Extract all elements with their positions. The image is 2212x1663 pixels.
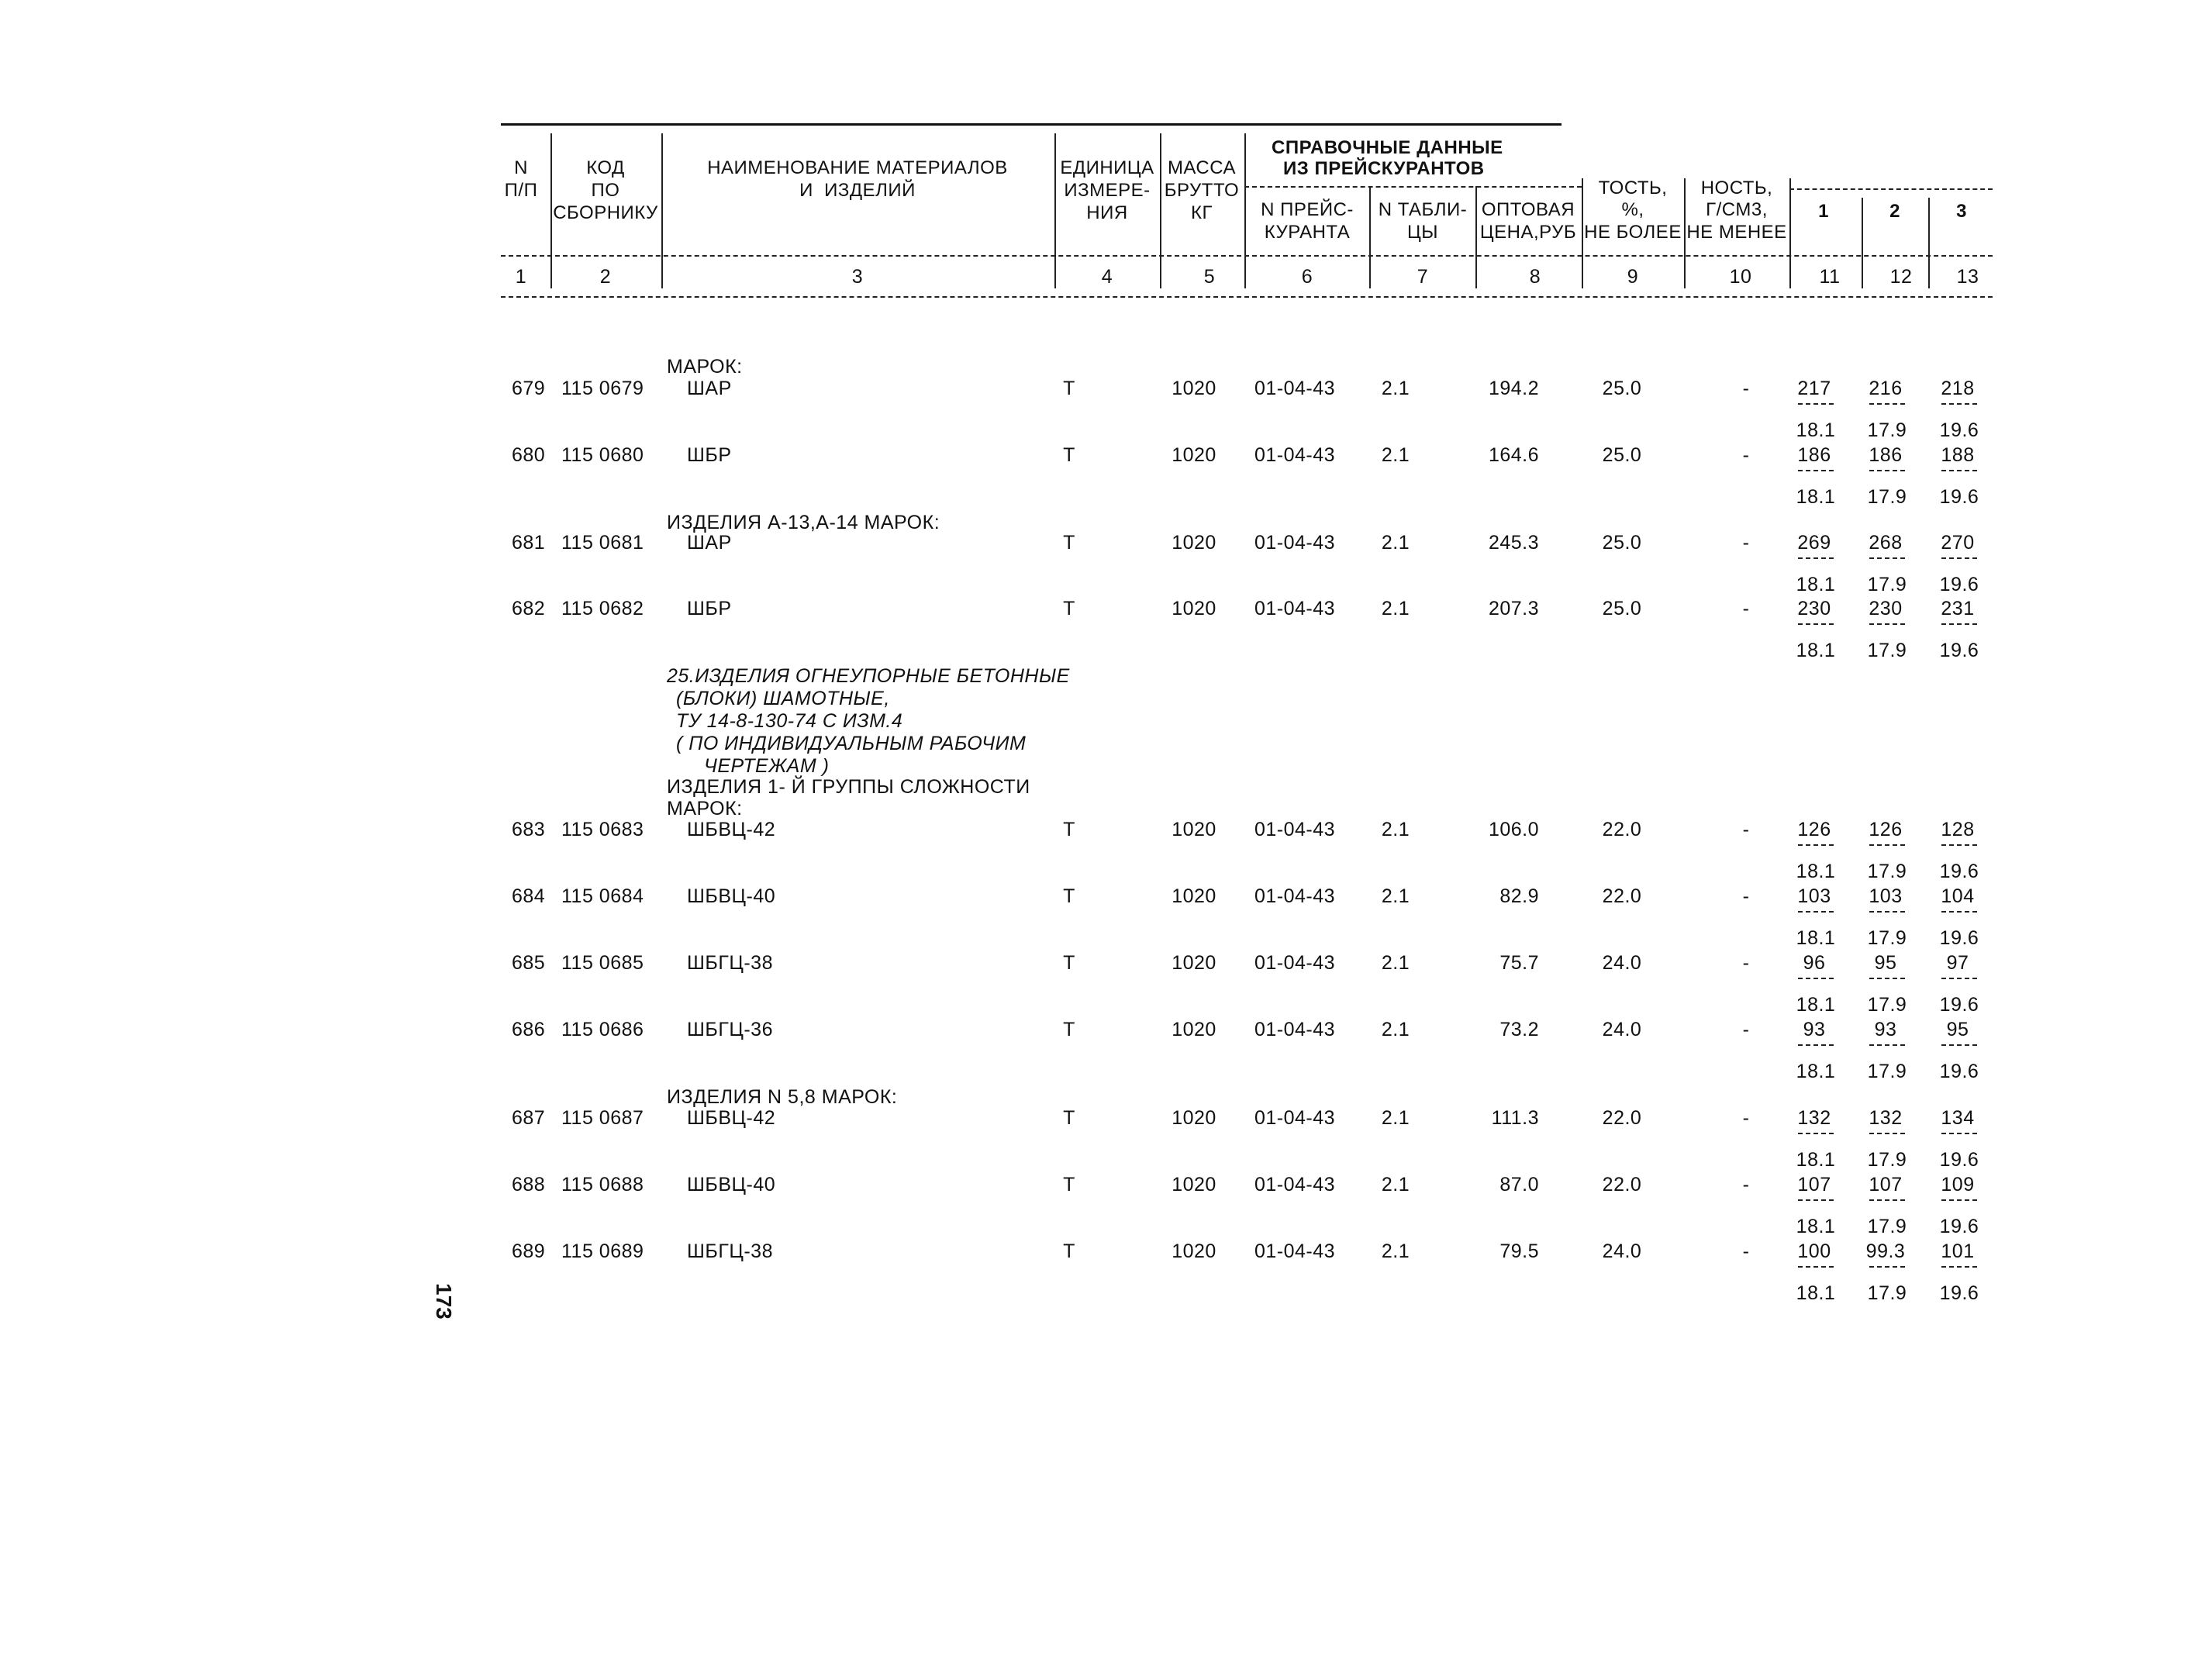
cell-pricelist: 01-04-43 xyxy=(1254,532,1336,554)
cell-code: 115 0679 xyxy=(561,378,644,399)
section-heading: ИЗДЕЛИЯ N 5,8 МАРОК: xyxy=(667,1086,898,1108)
column-number: 8 xyxy=(1529,266,1541,288)
cell-name: ШБГЦ-36 xyxy=(687,1019,773,1040)
cell-d1: 18.1 xyxy=(1796,927,1836,949)
header-col-sep xyxy=(550,133,552,288)
header-col-sep xyxy=(1369,186,1371,288)
cell-price: 73.2 xyxy=(1499,1019,1539,1040)
cell-porosity: 22.0 xyxy=(1602,819,1642,840)
cell-d3: 19.6 xyxy=(1939,574,1979,595)
cell-d2: 17.9 xyxy=(1867,1216,1907,1237)
cell-v2: 186 xyxy=(1869,444,1903,466)
header-col-sep xyxy=(661,133,663,288)
cell-v3: 134 xyxy=(1941,1107,1975,1129)
cell-porosity: 24.0 xyxy=(1602,1240,1642,1262)
cell-d3: 19.6 xyxy=(1939,486,1979,508)
column-number: 3 xyxy=(851,266,864,288)
section-title: 25.ИЗДЕЛИЯ ОГНЕУПОРНЫЕ БЕТОННЫЕ xyxy=(667,665,1070,687)
cell-v1: 230 xyxy=(1797,598,1831,619)
cell-d1: 18.1 xyxy=(1796,1282,1836,1304)
cell-d1: 18.1 xyxy=(1796,419,1836,441)
cell-pricelist: 01-04-43 xyxy=(1254,952,1336,974)
fraction-separator xyxy=(1869,1266,1905,1268)
cell-number: 682 xyxy=(512,598,546,619)
fraction-separator xyxy=(1869,1133,1905,1134)
cell-d3: 19.6 xyxy=(1939,861,1979,882)
cell-code: 115 0686 xyxy=(561,1019,644,1040)
cell-d2: 17.9 xyxy=(1867,927,1907,949)
cell-porosity: 25.0 xyxy=(1602,378,1642,399)
cell-name: ШАР xyxy=(687,378,732,399)
header-col5: МАССА xyxy=(1167,157,1237,178)
cell-v1: 93 xyxy=(1803,1019,1826,1040)
page-number: 173 xyxy=(432,1283,456,1320)
fraction-separator xyxy=(1869,403,1905,405)
header-col7: N ТАБЛИ- xyxy=(1378,199,1468,220)
header-col10: НЕ МЕНЕЕ xyxy=(1686,222,1787,243)
fraction-separator xyxy=(1941,470,1977,471)
cell-price: 194.2 xyxy=(1488,378,1539,399)
section-title: ТУ 14-8-130-74 С ИЗМ.4 xyxy=(676,710,903,732)
cell-name: ШБР xyxy=(687,444,732,466)
cell-code: 115 0683 xyxy=(561,819,644,840)
fraction-separator xyxy=(1941,844,1977,846)
cell-d2: 17.9 xyxy=(1867,486,1907,508)
section-heading: МАРОК: xyxy=(667,356,743,378)
cell-code: 115 0684 xyxy=(561,885,644,907)
cell-number: 679 xyxy=(512,378,546,399)
cell-mass: 1020 xyxy=(1172,952,1216,974)
cell-unit: Т xyxy=(1063,1174,1075,1195)
cell-mass: 1020 xyxy=(1172,598,1216,619)
header-col2: ПО xyxy=(591,180,620,201)
column-number: 4 xyxy=(1101,266,1113,288)
cell-mass: 1020 xyxy=(1172,378,1216,399)
cell-d1: 18.1 xyxy=(1796,486,1836,508)
cell-v1: 269 xyxy=(1797,532,1831,554)
cell-code: 115 0688 xyxy=(561,1174,644,1195)
cell-pricelist: 01-04-43 xyxy=(1254,1174,1336,1195)
cell-d2: 17.9 xyxy=(1867,1282,1907,1304)
cell-number: 684 xyxy=(512,885,546,907)
cell-name: ШБГЦ-38 xyxy=(687,952,773,974)
fraction-separator xyxy=(1798,978,1834,979)
fraction-separator xyxy=(1798,911,1834,913)
cell-price: 164.6 xyxy=(1488,444,1539,466)
cell-mass: 1020 xyxy=(1172,1107,1216,1129)
header-col9: ТОСТЬ, xyxy=(1598,178,1668,198)
column-number: 11 xyxy=(1819,266,1841,288)
cell-code: 115 0680 xyxy=(561,444,644,466)
cell-density: - xyxy=(1742,1107,1750,1129)
column-number: 1 xyxy=(515,266,527,288)
header-col6: N ПРЕЙС- xyxy=(1261,199,1354,220)
header-top-rule xyxy=(501,123,1562,126)
column-number: 7 xyxy=(1417,266,1429,288)
header-col-sep xyxy=(1244,133,1246,288)
header-col8: ЦЕНА,РУБ xyxy=(1479,222,1577,243)
header-col4: ИЗМЕРЕ- xyxy=(1064,180,1151,201)
cell-v2: 95 xyxy=(1874,952,1897,974)
header-group-title: ИЗ ПРЕЙСКУРАНТОВ xyxy=(1283,158,1485,179)
header-col-sep xyxy=(1789,178,1791,288)
cell-d3: 19.6 xyxy=(1939,1282,1979,1304)
header-col8: ОПТОВАЯ xyxy=(1481,199,1575,220)
cell-pricelist: 01-04-43 xyxy=(1254,1107,1336,1129)
cell-v1: 103 xyxy=(1797,885,1831,907)
cell-number: 683 xyxy=(512,819,546,840)
cell-v1: 126 xyxy=(1797,819,1831,840)
cell-table: 2.1 xyxy=(1381,819,1410,840)
cell-code: 115 0682 xyxy=(561,598,644,619)
fraction-separator xyxy=(1798,1044,1834,1046)
header-col-sep xyxy=(1475,186,1477,288)
fraction-separator xyxy=(1941,1044,1977,1046)
fraction-separator xyxy=(1869,978,1905,979)
cell-name: ШБВЦ-40 xyxy=(687,885,776,907)
header-col7: ЦЫ xyxy=(1407,222,1438,243)
section-title: (БЛОКИ) ШАМОТНЫЕ, xyxy=(676,688,890,709)
column-number: 5 xyxy=(1203,266,1216,288)
header-col5: БРУТТО xyxy=(1164,180,1240,201)
cell-table: 2.1 xyxy=(1381,598,1410,619)
cell-density: - xyxy=(1742,1019,1750,1040)
cell-v2: 99.3 xyxy=(1865,1240,1906,1262)
fraction-separator xyxy=(1869,623,1905,625)
cell-number: 689 xyxy=(512,1240,546,1262)
cell-table: 2.1 xyxy=(1381,532,1410,554)
cell-mass: 1020 xyxy=(1172,1240,1216,1262)
cell-d1: 18.1 xyxy=(1796,640,1836,661)
cell-name: ШАР xyxy=(687,532,732,554)
cell-pricelist: 01-04-43 xyxy=(1254,378,1336,399)
header-col2: СБОРНИКУ xyxy=(553,202,658,223)
cell-table: 2.1 xyxy=(1381,444,1410,466)
cell-d1: 18.1 xyxy=(1796,1216,1836,1237)
header-col3: НАИМЕНОВАНИЕ МАТЕРИАЛОВ xyxy=(707,157,1008,178)
header-col1: П/П xyxy=(504,180,538,201)
cell-table: 2.1 xyxy=(1381,378,1410,399)
cell-unit: Т xyxy=(1063,378,1075,399)
section-title: ЧЕРТЕЖАМ ) xyxy=(704,755,830,777)
header-col-sep xyxy=(1684,178,1686,288)
cell-d2: 17.9 xyxy=(1867,861,1907,882)
cell-porosity: 25.0 xyxy=(1602,532,1642,554)
cell-v2: 216 xyxy=(1869,378,1903,399)
cell-name: ШБГЦ-38 xyxy=(687,1240,773,1262)
fraction-separator xyxy=(1869,1199,1905,1201)
cell-v1: 132 xyxy=(1797,1107,1831,1129)
cell-table: 2.1 xyxy=(1381,1107,1410,1129)
cell-density: - xyxy=(1742,819,1750,840)
cell-d2: 17.9 xyxy=(1867,419,1907,441)
fraction-separator xyxy=(1941,1199,1977,1201)
cell-porosity: 25.0 xyxy=(1602,598,1642,619)
cell-table: 2.1 xyxy=(1381,1174,1410,1195)
fraction-separator xyxy=(1941,403,1977,405)
cell-price: 111.3 xyxy=(1491,1107,1539,1129)
cell-porosity: 22.0 xyxy=(1602,885,1642,907)
cell-d2: 17.9 xyxy=(1867,1061,1907,1082)
cell-density: - xyxy=(1742,444,1750,466)
fraction-separator xyxy=(1869,470,1905,471)
fraction-separator xyxy=(1798,470,1834,471)
cell-v1: 186 xyxy=(1797,444,1831,466)
cell-v2: 107 xyxy=(1869,1174,1903,1195)
fraction-separator xyxy=(1941,978,1977,979)
section-heading: МАРОК: xyxy=(667,798,743,819)
cell-code: 115 0681 xyxy=(561,532,644,554)
cell-price: 106.0 xyxy=(1488,819,1539,840)
cell-name: ШБВЦ-42 xyxy=(687,1107,776,1129)
cell-v2: 268 xyxy=(1869,532,1903,554)
cell-table: 2.1 xyxy=(1381,885,1410,907)
cell-table: 2.1 xyxy=(1381,1019,1410,1040)
cell-d1: 18.1 xyxy=(1796,574,1836,595)
cell-d3: 19.6 xyxy=(1939,419,1979,441)
cell-unit: Т xyxy=(1063,1019,1075,1040)
fraction-separator xyxy=(1869,557,1905,559)
cell-density: - xyxy=(1742,598,1750,619)
cell-d2: 17.9 xyxy=(1867,640,1907,661)
section-title: ( ПО ИНДИВИДУАЛЬНЫМ РАБОЧИМ xyxy=(676,733,1027,754)
cell-pricelist: 01-04-43 xyxy=(1254,819,1336,840)
cell-d3: 19.6 xyxy=(1939,927,1979,949)
header-col-sep xyxy=(1862,198,1863,288)
header-group-rule xyxy=(1244,186,1582,188)
header-col4: ЕДИНИЦА xyxy=(1060,157,1154,178)
header-col10: НОСТЬ, xyxy=(1700,178,1773,198)
fraction-separator xyxy=(1941,623,1977,625)
cell-v2: 132 xyxy=(1869,1107,1903,1129)
cell-pricelist: 01-04-43 xyxy=(1254,1019,1336,1040)
cell-code: 115 0685 xyxy=(561,952,644,974)
column-number: 9 xyxy=(1627,266,1639,288)
cell-v1: 217 xyxy=(1797,378,1831,399)
cell-v2: 230 xyxy=(1869,598,1903,619)
header-col-sep xyxy=(1160,133,1161,288)
cell-number: 685 xyxy=(512,952,546,974)
cell-code: 115 0689 xyxy=(561,1240,644,1262)
section-heading: ИЗДЕЛИЯ 1- Й ГРУППЫ СЛОЖНОСТИ xyxy=(667,776,1030,798)
cell-table: 2.1 xyxy=(1381,1240,1410,1262)
fraction-separator xyxy=(1798,1133,1834,1134)
cell-code: 115 0687 xyxy=(561,1107,644,1129)
header-group-rule xyxy=(1789,188,1993,190)
cell-v2: 103 xyxy=(1869,885,1903,907)
fraction-separator xyxy=(1798,623,1834,625)
header-col9: %, xyxy=(1621,199,1644,220)
cell-number: 681 xyxy=(512,532,546,554)
cell-price: 75.7 xyxy=(1499,952,1539,974)
cell-v3: 188 xyxy=(1941,444,1975,466)
cell-mass: 1020 xyxy=(1172,444,1216,466)
cell-density: - xyxy=(1742,378,1750,399)
header-group-title: СПРАВОЧНЫЕ ДАННЫЕ xyxy=(1272,137,1503,158)
cell-density: - xyxy=(1742,1174,1750,1195)
cell-mass: 1020 xyxy=(1172,532,1216,554)
header-col11: 1 xyxy=(1818,201,1829,222)
cell-pricelist: 01-04-43 xyxy=(1254,1240,1336,1262)
cell-name: ШБВЦ-40 xyxy=(687,1174,776,1195)
cell-d1: 18.1 xyxy=(1796,994,1836,1016)
fraction-separator xyxy=(1798,403,1834,405)
column-number-rule xyxy=(501,296,1993,298)
cell-v3: 270 xyxy=(1941,532,1975,554)
cell-v3: 109 xyxy=(1941,1174,1975,1195)
cell-mass: 1020 xyxy=(1172,1019,1216,1040)
header-col5: КГ xyxy=(1191,202,1213,223)
cell-unit: Т xyxy=(1063,598,1075,619)
cell-name: ШБВЦ-42 xyxy=(687,819,776,840)
fraction-separator xyxy=(1798,1266,1834,1268)
cell-d2: 17.9 xyxy=(1867,994,1907,1016)
cell-number: 686 xyxy=(512,1019,546,1040)
cell-d3: 19.6 xyxy=(1939,640,1979,661)
cell-unit: Т xyxy=(1063,1107,1075,1129)
cell-d3: 19.6 xyxy=(1939,1216,1979,1237)
cell-porosity: 22.0 xyxy=(1602,1174,1642,1195)
cell-v3: 218 xyxy=(1941,378,1975,399)
fraction-separator xyxy=(1941,1133,1977,1134)
cell-unit: Т xyxy=(1063,885,1075,907)
cell-v1: 100 xyxy=(1797,1240,1831,1262)
cell-density: - xyxy=(1742,532,1750,554)
header-col1: N xyxy=(514,157,528,178)
fraction-separator xyxy=(1798,1199,1834,1201)
column-number: 12 xyxy=(1889,266,1913,288)
column-number: 2 xyxy=(599,266,612,288)
cell-d3: 19.6 xyxy=(1939,1149,1979,1171)
cell-number: 688 xyxy=(512,1174,546,1195)
header-col12: 2 xyxy=(1889,201,1900,222)
cell-v3: 231 xyxy=(1941,598,1975,619)
header-col13: 3 xyxy=(1956,201,1967,222)
cell-v3: 95 xyxy=(1946,1019,1969,1040)
cell-density: - xyxy=(1742,885,1750,907)
header-col-sep xyxy=(1582,178,1583,288)
header-bottom-rule xyxy=(501,255,1993,257)
cell-porosity: 22.0 xyxy=(1602,1107,1642,1129)
cell-v3: 101 xyxy=(1941,1240,1975,1262)
cell-name: ШБР xyxy=(687,598,732,619)
cell-porosity: 24.0 xyxy=(1602,952,1642,974)
cell-unit: Т xyxy=(1063,952,1075,974)
cell-pricelist: 01-04-43 xyxy=(1254,598,1336,619)
cell-porosity: 24.0 xyxy=(1602,1019,1642,1040)
cell-unit: Т xyxy=(1063,1240,1075,1262)
fraction-separator xyxy=(1869,844,1905,846)
column-number: 10 xyxy=(1729,266,1752,288)
cell-unit: Т xyxy=(1063,444,1075,466)
fraction-separator xyxy=(1869,911,1905,913)
cell-number: 680 xyxy=(512,444,546,466)
cell-v2: 93 xyxy=(1874,1019,1897,1040)
cell-pricelist: 01-04-43 xyxy=(1254,444,1336,466)
cell-d1: 18.1 xyxy=(1796,861,1836,882)
cell-unit: Т xyxy=(1063,819,1075,840)
cell-d1: 18.1 xyxy=(1796,1149,1836,1171)
fraction-separator xyxy=(1941,557,1977,559)
cell-mass: 1020 xyxy=(1172,1174,1216,1195)
cell-v3: 104 xyxy=(1941,885,1975,907)
cell-d2: 17.9 xyxy=(1867,1149,1907,1171)
cell-density: - xyxy=(1742,1240,1750,1262)
cell-d3: 19.6 xyxy=(1939,994,1979,1016)
cell-porosity: 25.0 xyxy=(1602,444,1642,466)
header-col9: НЕ БОЛЕЕ xyxy=(1584,222,1682,243)
cell-table: 2.1 xyxy=(1381,952,1410,974)
header-col3: И ИЗДЕЛИЙ xyxy=(799,180,916,201)
cell-d2: 17.9 xyxy=(1867,574,1907,595)
cell-d1: 18.1 xyxy=(1796,1061,1836,1082)
column-number: 6 xyxy=(1301,266,1313,288)
header-col6: КУРАНТА xyxy=(1264,222,1351,243)
cell-price: 245.3 xyxy=(1488,532,1539,554)
cell-mass: 1020 xyxy=(1172,819,1216,840)
fraction-separator xyxy=(1798,844,1834,846)
cell-v3: 97 xyxy=(1946,952,1969,974)
cell-pricelist: 01-04-43 xyxy=(1254,885,1336,907)
fraction-separator xyxy=(1941,1266,1977,1268)
section-heading: ИЗДЕЛИЯ А-13,А-14 МАРОК: xyxy=(667,512,940,533)
header-col4: НИЯ xyxy=(1086,202,1128,223)
cell-v1: 107 xyxy=(1797,1174,1831,1195)
cell-price: 87.0 xyxy=(1499,1174,1539,1195)
cell-price: 82.9 xyxy=(1499,885,1539,907)
fraction-separator xyxy=(1941,911,1977,913)
cell-v3: 128 xyxy=(1941,819,1975,840)
cell-price: 79.5 xyxy=(1499,1240,1539,1262)
fraction-separator xyxy=(1869,1044,1905,1046)
column-number: 13 xyxy=(1956,266,1979,288)
cell-v2: 126 xyxy=(1869,819,1903,840)
header-col10: Г/СМ3, xyxy=(1706,199,1768,220)
cell-unit: Т xyxy=(1063,532,1075,554)
header-col-sep xyxy=(1928,198,1930,288)
cell-density: - xyxy=(1742,952,1750,974)
cell-d3: 19.6 xyxy=(1939,1061,1979,1082)
cell-number: 687 xyxy=(512,1107,546,1129)
cell-mass: 1020 xyxy=(1172,885,1216,907)
cell-price: 207.3 xyxy=(1488,598,1539,619)
header-col-sep xyxy=(1054,133,1056,288)
cell-v1: 96 xyxy=(1803,952,1826,974)
fraction-separator xyxy=(1798,557,1834,559)
header-col2: КОД xyxy=(586,157,625,178)
